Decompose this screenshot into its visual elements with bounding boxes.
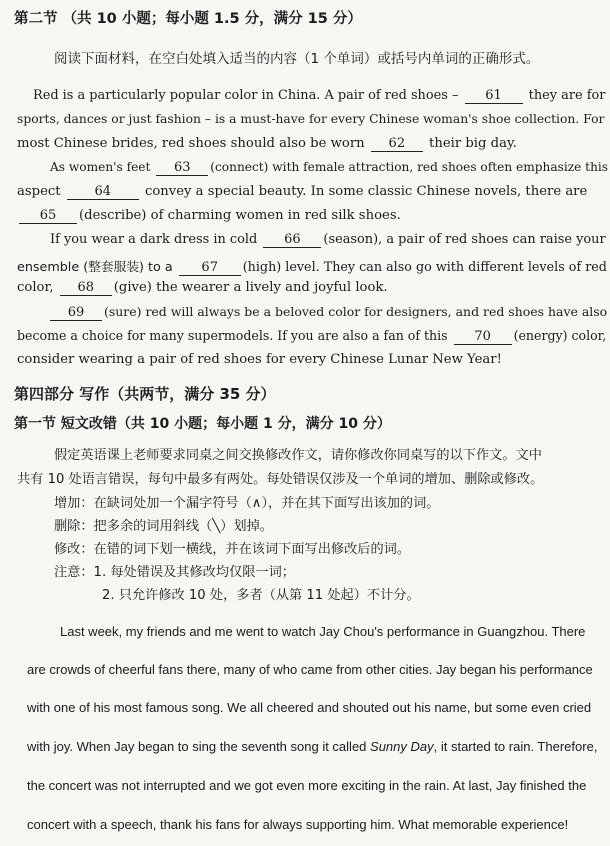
passage-text: they are for bbox=[528, 88, 606, 103]
song-title: Sunny Day bbox=[370, 739, 434, 754]
essay-line bbox=[27, 739, 597, 754]
passage-text: As women's feet bbox=[50, 160, 151, 174]
essay-line: the concert was not interrupted and we got even more exciting in the rain. At last, Jay finished the bbox=[27, 778, 587, 793]
passage-line bbox=[17, 280, 388, 296]
instructions-line: 共有 10 处语言错误，每句中最多有两处。每处错误仅涉及一个单词的增加、删除或修改。 bbox=[17, 472, 544, 487]
essay-line: are crowds of cheerful fans there, many of who came from other cities. Jay began his performance bbox=[27, 662, 593, 677]
passage-text: (season), a pair of red shoes can raise your bbox=[323, 232, 606, 247]
add-rule: 增加：在缺词处加一个漏字符号（∧），并在其下面写出该加的词。 bbox=[54, 496, 440, 511]
passage-line bbox=[17, 208, 401, 224]
passage-text: (energy) color, bbox=[513, 328, 607, 343]
section-two-instruction: 阅读下面材料，在空白处填入适当的内容（1 个单词）或括号内单词的正确形式。 bbox=[54, 51, 540, 67]
note-one: 注意：1. 每处错误及其修改均仅限一词； bbox=[54, 565, 295, 580]
blank-66[interactable]: 66 bbox=[263, 233, 321, 248]
delete-rule: 删除：把多余的词用斜线（╲）划掉。 bbox=[54, 519, 273, 534]
passage-line bbox=[48, 304, 607, 321]
passage-text: (sure) red will always be a beloved color for designers, and red shoes have also bbox=[104, 304, 608, 319]
blank-70[interactable]: 70 bbox=[454, 330, 512, 345]
passage-text: (high) level. They can also go with different levels of red bbox=[242, 259, 607, 274]
blank-62[interactable]: 62 bbox=[371, 137, 423, 152]
passage-line: sports, dances or just fashion – is a must-have for every Chinese woman's shoe collection. For bbox=[17, 112, 605, 126]
part-four-heading: 第四部分 写作（共两节，满分 35 分） bbox=[14, 385, 276, 403]
passage-text: convey a special beauty. In some classic Chinese novels, there are bbox=[144, 184, 588, 199]
passage-line bbox=[17, 136, 517, 152]
passage-line bbox=[17, 184, 587, 200]
section-two-heading: 第二节 （共 10 小题；每小题 1.5 分，满分 15 分） bbox=[14, 11, 362, 27]
note-two: 2. 只允许修改 10 处，多者（从第 11 处起）不计分。 bbox=[102, 588, 420, 603]
essay-text: , it started to rain. Therefore, bbox=[433, 739, 598, 754]
part-four-subheading: 第一节 短文改错（共 10 小题；每小题 1 分，满分 10 分） bbox=[14, 416, 391, 432]
blank-61[interactable]: 61 bbox=[465, 89, 523, 104]
blank-64[interactable]: 64 bbox=[67, 185, 139, 200]
essay-line: concert with a speech, thank his fans for always supporting him. What memorable experience! bbox=[27, 817, 569, 832]
passage-text: most Chinese brides, red shoes should also be worn bbox=[17, 136, 365, 151]
blank-67[interactable]: 67 bbox=[179, 261, 241, 276]
essay-line: Last week, my friends and me went to watch Jay Chou's performance in Guangzhou. There bbox=[60, 624, 586, 639]
instructions-line: 假定英语课上老师要求同桌之间交换修改作文，请你修改你同桌写的以下作文。文中 bbox=[54, 448, 542, 463]
blank-65[interactable]: 65 bbox=[19, 209, 77, 224]
passage-text: ensemble (整套服装) to a bbox=[17, 259, 173, 274]
modify-rule: 修改：在错的词下划一横线，并在该词下面写出修改后的词。 bbox=[54, 542, 411, 557]
blank-69[interactable]: 69 bbox=[50, 306, 102, 321]
passage-text: (give) the wearer a lively and joyful look. bbox=[113, 280, 388, 295]
passage-line bbox=[33, 88, 606, 104]
passage-text: their big day. bbox=[429, 136, 517, 151]
passage-line: consider wearing a pair of red shoes for every Chinese Lunar New Year! bbox=[17, 352, 502, 367]
essay-line: with one of his most famous song. We all cheered and shouted out his name, but some even cried bbox=[27, 700, 592, 715]
passage-text: become a choice for many supermodels. If you are also a fan of this bbox=[17, 328, 448, 343]
passage-text: Red is a particularly popular color in China. A pair of red shoes – bbox=[33, 88, 459, 103]
passage-text: aspect bbox=[17, 184, 61, 199]
essay-text: with joy. When Jay began to sing the seventh song it called bbox=[27, 739, 367, 754]
passage-line bbox=[17, 256, 607, 276]
passage-text: (connect) with female attraction, red shoes often emphasize this bbox=[210, 160, 609, 174]
passage-line bbox=[50, 232, 606, 248]
blank-63[interactable]: 63 bbox=[156, 161, 208, 176]
blank-68[interactable]: 68 bbox=[60, 281, 112, 296]
passage-line bbox=[17, 328, 606, 345]
passage-line bbox=[50, 160, 608, 176]
passage-text: (describe) of charming women in red silk shoes. bbox=[79, 208, 401, 223]
passage-text: color, bbox=[17, 280, 54, 295]
passage-text: If you wear a dark dress in cold bbox=[50, 232, 258, 247]
